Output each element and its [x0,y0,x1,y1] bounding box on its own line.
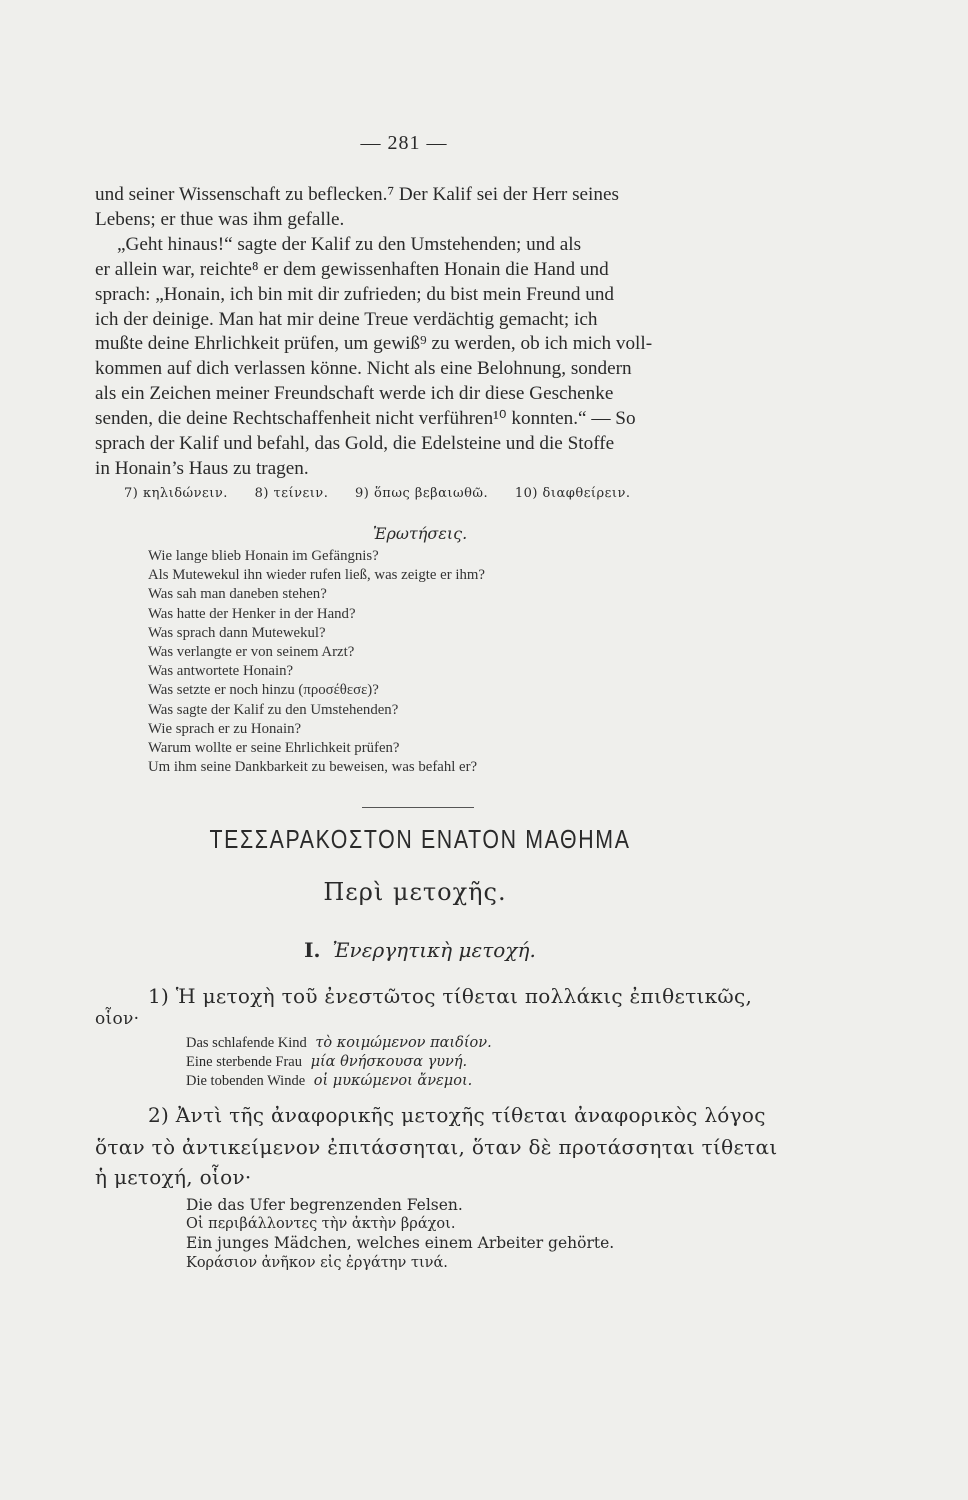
example-german: Das schlafende Kind [186,1035,307,1051]
example-greek: Οἱ περιβάλλοντες τὴν ἀκτὴν βράχοι. [186,1216,456,1233]
example-item [186,1034,492,1053]
question-item: Als Mutewekul ihn wieder rufen ließ, was zeigte er ihm? [148,567,485,584]
rule-1-cont: οἷον· [95,1009,140,1029]
paragraph-line: ich der deinige. Man hat mir deine Treue verdächtig gemacht; ich [95,308,598,330]
rule-2-line: 2) Ἀντὶ τῆς ἀναφορικῆς μετοχῆς τίθεται ἀναφορικὸς λόγος [148,1103,766,1127]
paragraph-line: als ein Zeichen meiner Freundschaft werde ich dir diese Geschenke [95,383,614,405]
question-item: Wie sprach er zu Honain? [148,720,302,737]
paragraph-line: er allein war, reichte⁸ er dem gewissenhaften Honain die Hand und [95,258,609,280]
question-item: Was sprach dann Mutewekul? [148,624,326,641]
footnote: 7) κηλιδώνειν. [124,486,228,501]
section-number: I. [304,938,321,962]
paragraph-line: sprach: „Honain, ich bin mit dir zufrieden; du bist mein Freund und [95,283,615,305]
example-item [186,1072,492,1091]
lesson-title: ΤΕΣΣΑΡΑΚΟΣΤΟΝ ΕΝΑΤΟΝ ΜΑΘΗΜΑ [209,824,631,854]
paragraph-line: in Honain’s Haus zu tragen. [95,457,309,479]
question-item: Warum wollte er seine Ehrlichkeit prüfen? [148,740,400,757]
rule-1-text: 1) Ἡ μετοχὴ τοῦ ἐνεστῶτος τίθεται πολλάκις ἐπιθετικῶς, [148,984,753,1008]
question-item: Was verlangte er von seinem Arzt? [148,644,355,661]
page-number: — 281 — [360,132,448,154]
example-german: Ein junges Mädchen, welches einem Arbeiter gehörte. [186,1234,615,1253]
footnote: 8) τείνειν. [254,486,329,501]
questions-list [148,547,485,777]
footnote: 10) διαφθείρειν. [514,486,631,501]
question-item: Was setzte er noch hinzu (προσέθεσε)? [148,682,379,699]
questions-heading: Ἐρωτήσεις. [372,524,468,543]
question-item: Was antwortete Honain? [148,663,294,680]
question-item: Was sagte der Kalif zu den Umstehenden? [148,701,399,718]
footnote: 9) ὅπως βεβαιωθῶ. [355,486,489,501]
section-divider [362,807,474,808]
paragraph-line: „Geht hinaus!“ sagte der Kalif zu den Umstehenden; und als [117,233,582,255]
lesson-subtitle: Περὶ μετοχῆς. [323,878,507,906]
question-item: Was hatte der Henker in der Hand? [148,605,356,622]
paragraph-line: und seiner Wissenschaft zu beflecken.⁷ Der Kalif sei der Herr seines [95,184,619,205]
rule-1-examples [186,1034,492,1092]
rule-2-line: ὅταν τὸ ἀντικείμενον ἐπιτάσσηται, ὅταν δὲ προτάσσηται τίθεται [95,1135,778,1159]
section-title: Ἐνεργητικὴ μετοχή. [332,938,536,962]
story-paragraph [95,183,817,482]
example-greek: Κοράσιον ἀνῆκον εἰς ἐργάτην τινά. [186,1254,448,1271]
paragraph-line: senden, die deine Rechtschaffenheit nicht verführen¹⁰ konnten.“ — So [95,408,636,430]
example-greek: μία θνήσκουσα γυνή. [310,1054,468,1071]
example-german: Die tobenden Winde [186,1073,306,1090]
example-greek: τὸ κοιμώμενον παιδίον. [315,1035,492,1051]
example-item [186,1053,492,1072]
question-item: Wie lange blieb Honain im Gefängnis? [148,548,379,564]
footnotes [124,486,653,501]
question-item: Um ihm seine Dankbarkeit zu beweisen, was befahl er? [148,759,478,776]
section-heading [0,938,840,962]
question-item: Was sah man daneben stehen? [148,586,327,603]
paragraph-line: sprach der Kalif und befahl, das Gold, die Edelsteine und die Stoffe [95,433,615,455]
example-greek: οἱ μυκώμενοι ἄνεμοι. [313,1073,473,1090]
example-german: Eine sterbende Frau [186,1054,302,1071]
rule-2-examples [186,1196,614,1273]
paragraph-line: kommen auf dich verlassen könne. Nicht als eine Belohnung, sondern [95,358,632,380]
rule-2-line: ἡ μετοχή, οἷον· [95,1165,252,1189]
paragraph-line: Lebens; er thue was ihm gefalle. [95,208,345,230]
example-german: Die das Ufer begrenzenden Felsen. [186,1196,463,1214]
paragraph-line: mußte deine Ehrlichkeit prüfen, um gewiß⁹ zu werden, ob ich mich voll- [95,333,653,355]
